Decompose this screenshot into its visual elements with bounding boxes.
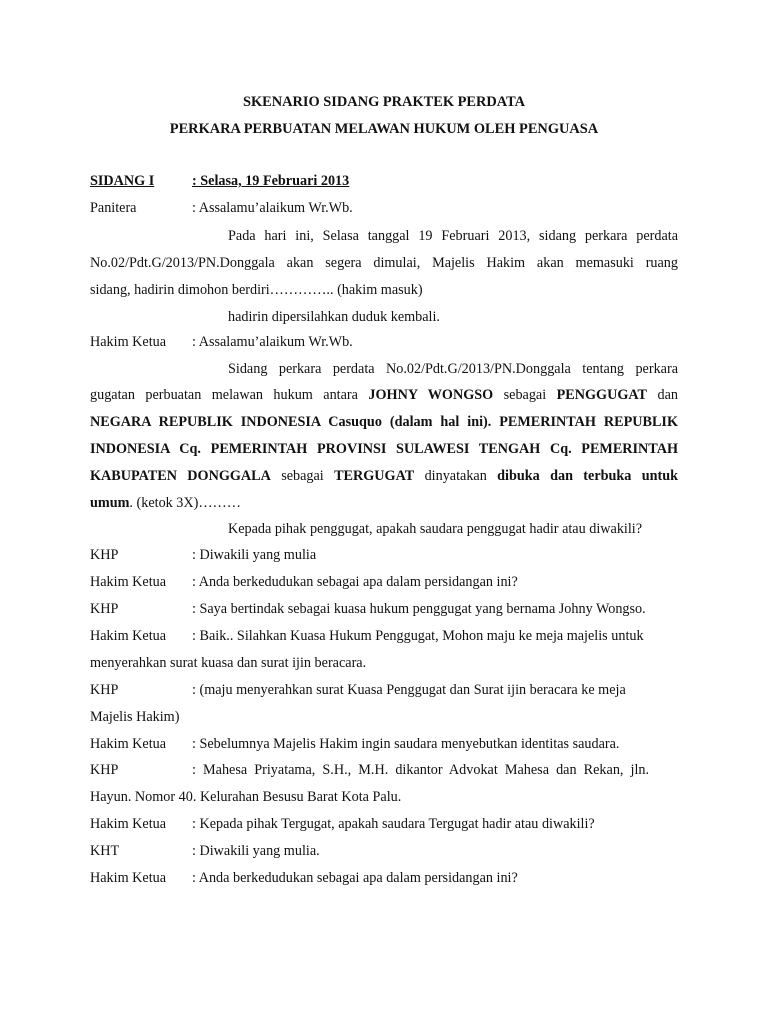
text-run: . (ketok 3X)……… bbox=[129, 495, 241, 511]
speech: : Saya bertindak sebagai kuasa hukum penggugat yang bernama Johny Wongso. bbox=[192, 601, 646, 617]
doc-subtitle: PERKARA PERBUATAN MELAWAN HUKUM OLEH PENGUASA bbox=[169, 121, 599, 137]
bold-run: dibuka dan terbuka untuk bbox=[497, 468, 678, 484]
paragraph-line: INDONESIA Cq. PEMERINTAH PROVINSI SULAWESI TENGAH Cq. PEMERINTAH bbox=[90, 441, 678, 457]
dialogue-line bbox=[90, 601, 678, 618]
speech: : Baik.. Silahkan Kuasa Hukum Penggugat, Mohon maju ke meja majelis untuk bbox=[192, 628, 644, 644]
paragraph-line: Sidang perkara perdata No.02/Pdt.G/2013/PN.Donggala tentang perkara bbox=[228, 361, 678, 377]
dialogue-continuation: menyerahkan surat kuasa dan surat ijin beracara. bbox=[90, 655, 367, 671]
speaker: Panitera bbox=[90, 200, 137, 216]
speech: : Anda berkedudukan sebagai apa dalam persidangan ini? bbox=[192, 574, 518, 590]
speaker: KHP bbox=[90, 601, 119, 617]
speaker: Hakim Ketua bbox=[90, 334, 167, 350]
paragraph-line bbox=[90, 495, 678, 512]
paragraph-line: sidang, hadirin dimohon berdiri………….. (hakim masuk) bbox=[90, 282, 423, 298]
speech: : Assalamu’alaikum Wr.Wb. bbox=[192, 200, 353, 216]
speaker: Hakim Ketua bbox=[90, 870, 167, 886]
bold-run: KABUPATEN DONGGALA bbox=[90, 468, 271, 484]
bold-run: JOHNY WONGSO bbox=[368, 387, 494, 403]
text-run: gugatan perbuatan melawan hukum antara bbox=[90, 387, 369, 403]
dialogue-continuation: Majelis Hakim) bbox=[90, 709, 180, 725]
text-run: sebagai bbox=[493, 387, 557, 403]
speaker: KHP bbox=[90, 547, 119, 563]
speech: : Assalamu’alaikum Wr.Wb. bbox=[192, 334, 353, 350]
session-heading bbox=[90, 173, 678, 190]
dialogue-line bbox=[90, 547, 678, 564]
doc-title: SKENARIO SIDANG PRAKTEK PERDATA bbox=[242, 94, 526, 110]
dialogue-line bbox=[90, 762, 678, 779]
speaker: KHP bbox=[90, 682, 119, 698]
bold-run: TERGUGAT bbox=[334, 468, 415, 484]
dialogue-line bbox=[90, 334, 678, 351]
speaker: KHP bbox=[90, 762, 119, 778]
paragraph-line: NEGARA REPUBLIK INDONESIA Casuquo (dalam hal ini). PEMERINTAH REPUBLIK bbox=[90, 414, 678, 430]
speaker: Hakim Ketua bbox=[90, 574, 167, 590]
dialogue-line bbox=[90, 574, 678, 591]
bold-run: PENGGUGAT bbox=[556, 387, 648, 403]
speech: : Mahesa Priyatama, S.H., M.H. dikantor Advokat Mahesa dan Rekan, jln. bbox=[192, 762, 650, 778]
speaker: Hakim Ketua bbox=[90, 628, 167, 644]
paragraph-line: Kepada pihak penggugat, apakah saudara penggugat hadir atau diwakili? bbox=[228, 521, 643, 537]
speaker: KHT bbox=[90, 843, 120, 859]
dialogue-line bbox=[90, 628, 678, 645]
speaker: Hakim Ketua bbox=[90, 736, 167, 752]
dialogue-line bbox=[90, 843, 678, 860]
speaker: Hakim Ketua bbox=[90, 816, 167, 832]
dialogue-line bbox=[90, 870, 678, 887]
paragraph-line bbox=[90, 387, 678, 404]
dialogue-line bbox=[90, 736, 678, 753]
dialogue-line bbox=[90, 200, 678, 217]
paragraph-line bbox=[90, 468, 678, 485]
text-run: dan bbox=[647, 387, 678, 403]
speech: : Anda berkedudukan sebagai apa dalam persidangan ini? bbox=[192, 870, 518, 886]
paragraph-line: No.02/Pdt.G/2013/PN.Donggala akan segera dimulai, Majelis Hakim akan memasuki ruang bbox=[90, 255, 678, 271]
speech: : Diwakili yang mulia. bbox=[192, 843, 320, 859]
speech: : Diwakili yang mulia bbox=[192, 547, 317, 563]
speech: : Kepada pihak Tergugat, apakah saudara Tergugat hadir atau diwakili? bbox=[192, 816, 595, 832]
bold-run: umum bbox=[90, 495, 130, 511]
speech: : Sebelumnya Majelis Hakim ingin saudara menyebutkan identitas saudara. bbox=[192, 736, 620, 752]
paragraph-line: hadirin dipersilahkan duduk kembali. bbox=[228, 309, 440, 325]
session-label: SIDANG I bbox=[90, 173, 155, 189]
paragraph-line: Pada hari ini, Selasa tanggal 19 Februari 2013, sidang perkara perdata bbox=[228, 228, 678, 244]
session-date: : Selasa, 19 Februari 2013 bbox=[192, 173, 350, 189]
dialogue-line bbox=[90, 816, 678, 833]
speech: : (maju menyerahkan surat Kuasa Penggugat dan Surat ijin beracara ke meja bbox=[192, 682, 626, 698]
text-run: dinyatakan bbox=[414, 468, 498, 484]
dialogue-line bbox=[90, 682, 678, 699]
text-run: sebagai bbox=[270, 468, 335, 484]
dialogue-continuation: Hayun. Nomor 40. Kelurahan Besusu Barat Kota Palu. bbox=[90, 789, 402, 805]
